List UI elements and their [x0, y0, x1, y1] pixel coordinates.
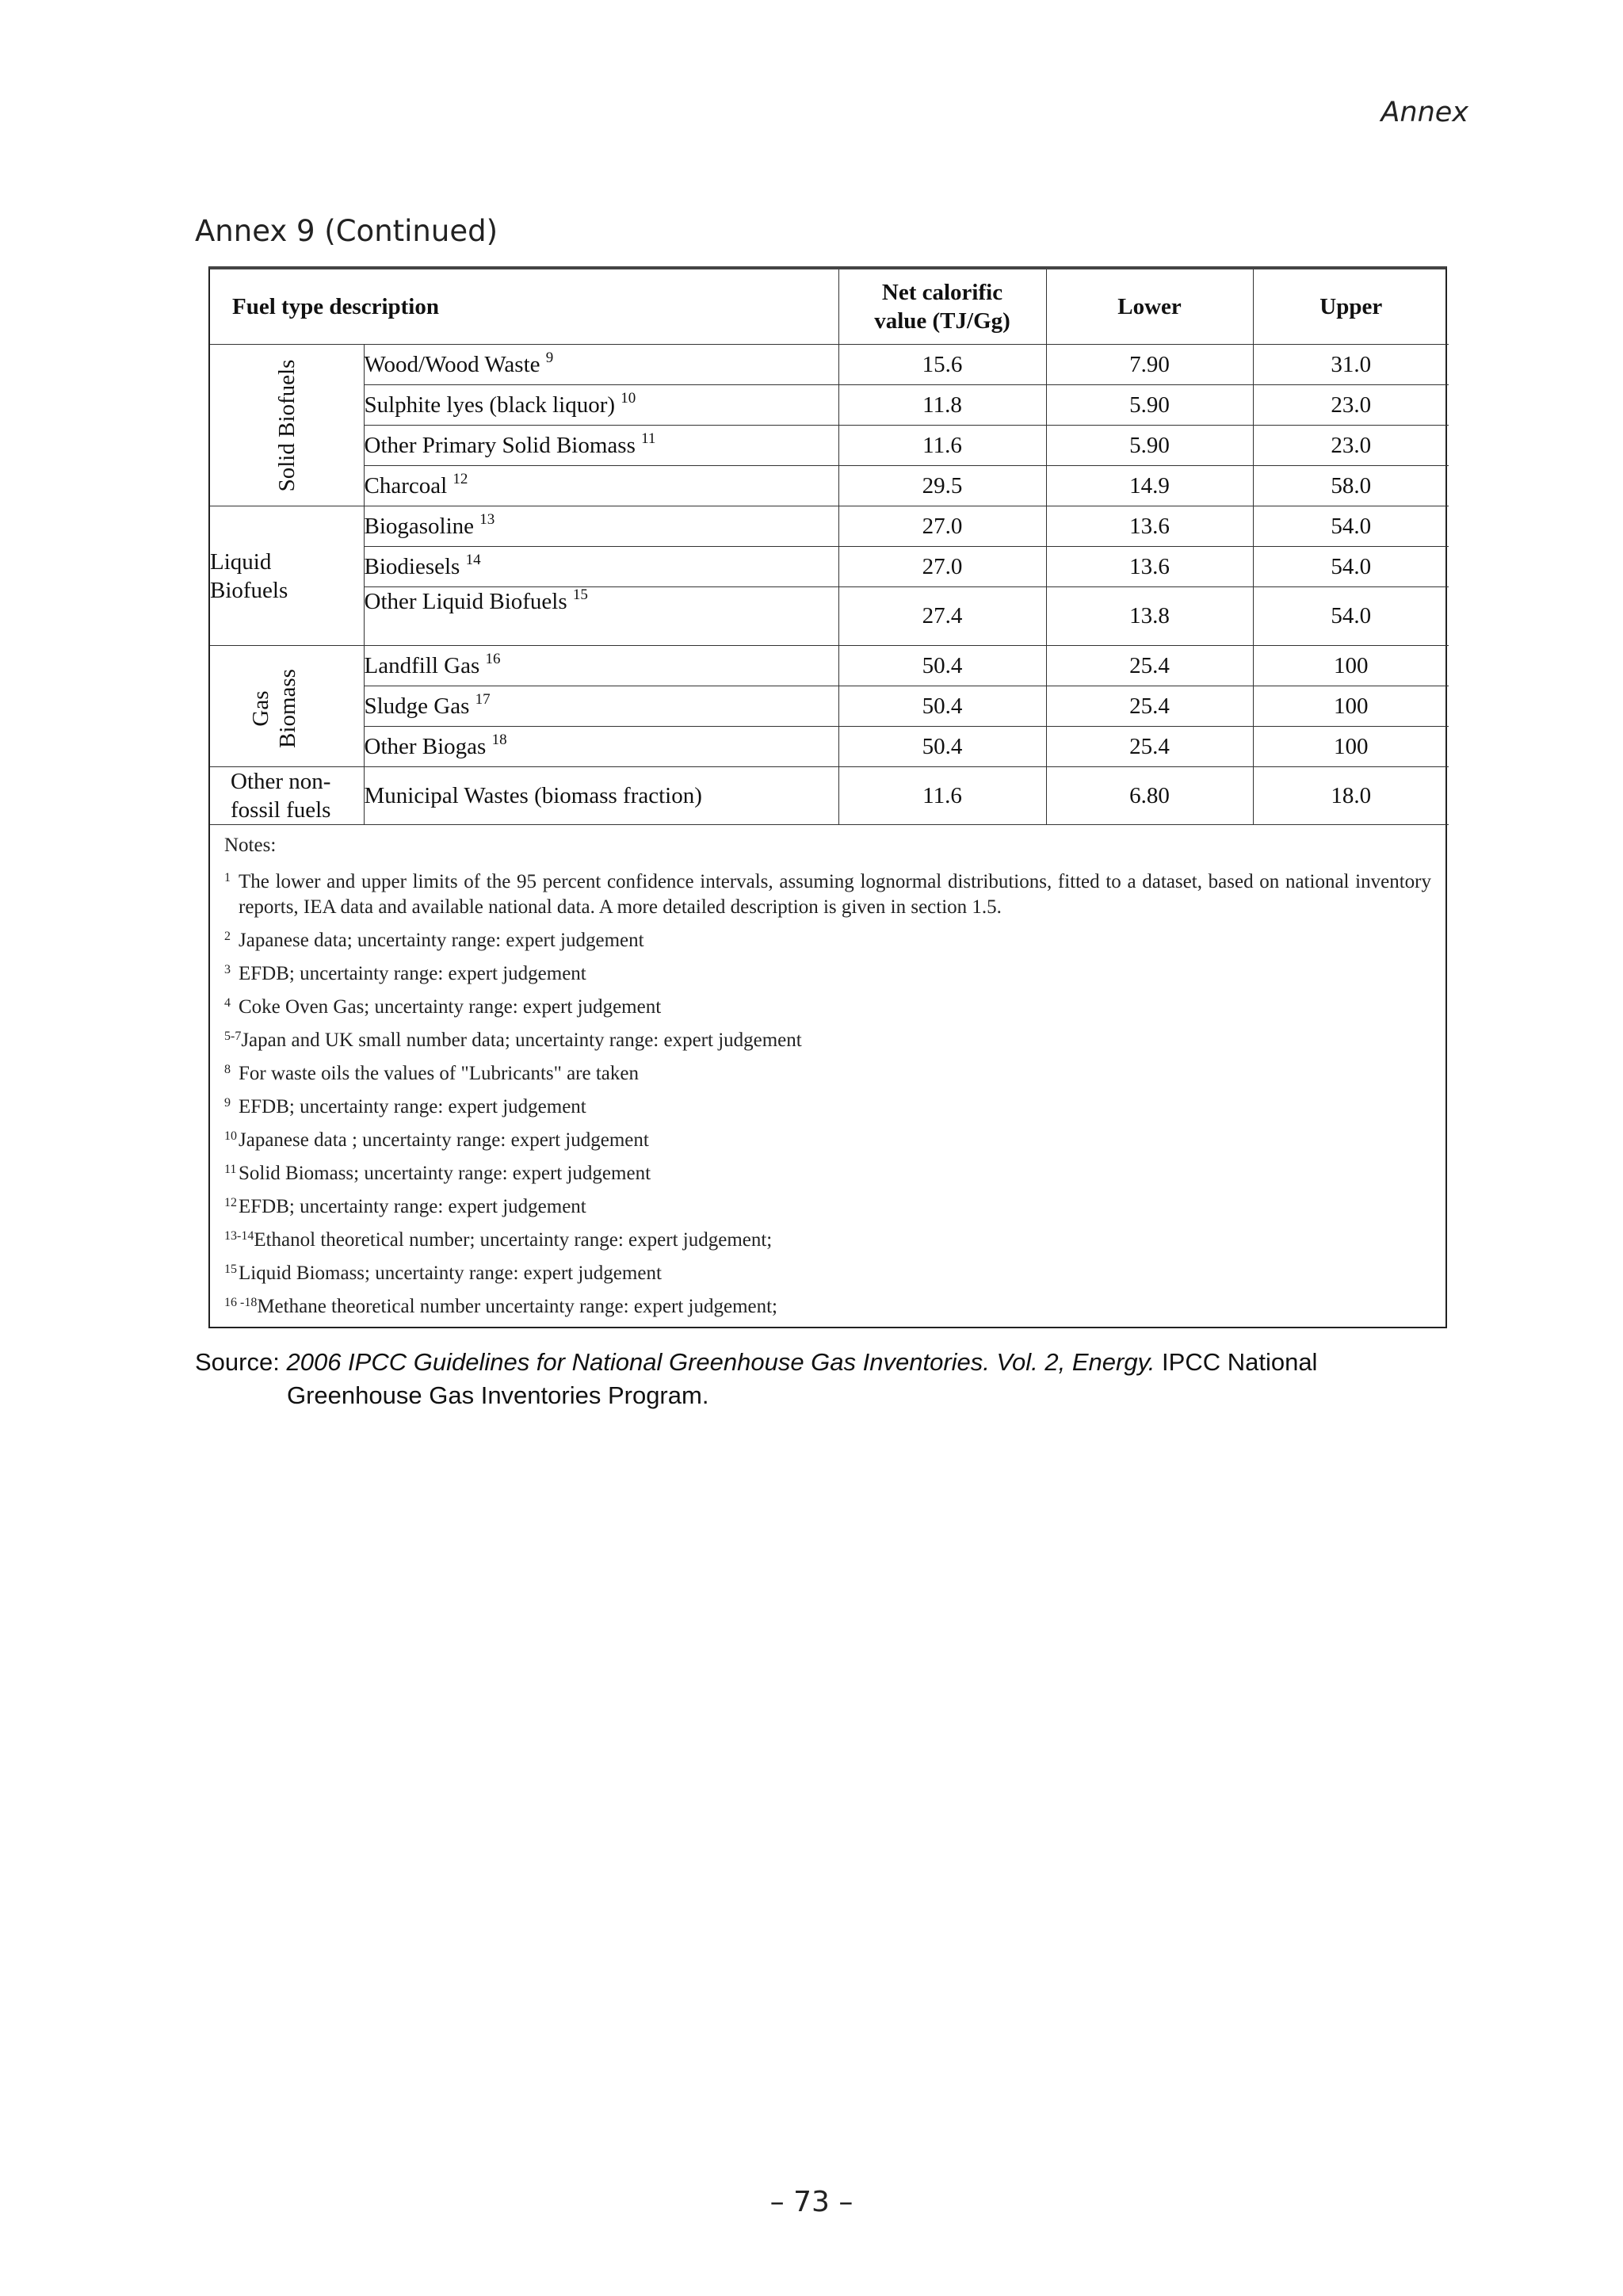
table-row [210, 506, 1449, 547]
row-upper: 100 [1253, 646, 1449, 686]
row-lower: 7.90 [1046, 345, 1253, 385]
row-name: Charcoal $^{12}$ [364, 466, 838, 506]
row-name: Sulphite lyes (black liquor) $^{10}$ [364, 385, 838, 426]
row-lower: 25.4 [1046, 727, 1253, 767]
note-item: 2 Japanese data; uncertainty range: expert judgement [224, 930, 644, 951]
row-name: Sludge Gas $^{17}$ [364, 686, 838, 727]
table-row [210, 426, 1449, 466]
group-gas-line2: Biomass [275, 669, 301, 748]
row-lower: 25.4 [1046, 686, 1253, 727]
header-upper: Upper [1253, 269, 1449, 345]
group-other-non-fossil [210, 767, 364, 825]
row-lower: 13.6 [1046, 506, 1253, 547]
note-item: 10 Japanese data ; uncertainty range: expert judgement [224, 1129, 649, 1151]
row-upper: 100 [1253, 686, 1449, 727]
group-liquid-biofuels [210, 506, 364, 646]
source-publisher-line1: IPCC National [1162, 1348, 1318, 1376]
page-number: – 73 – [769, 2186, 854, 2218]
table-row [210, 686, 1449, 727]
row-lower: 13.8 [1046, 587, 1253, 646]
group-solid-label: Solid Biofuels [273, 359, 300, 491]
note-item: 4 Coke Oven Gas; uncertainty range: expert judgement [224, 996, 662, 1018]
header-fuel-type: Fuel type description [210, 269, 838, 345]
row-name: Municipal Wastes (biomass fraction) [364, 767, 838, 825]
row-upper: 100 [1253, 727, 1449, 767]
source-label: Source: [195, 1348, 280, 1376]
row-ncv: 27.4 [838, 587, 1046, 646]
row-name: Landfill Gas $^{16}$ [364, 646, 838, 686]
group-liquid-line2: Biofuels [210, 577, 288, 603]
table-row [210, 345, 1449, 385]
row-upper: 54.0 [1253, 547, 1449, 587]
row-name: Wood/Wood Waste $^9$ [364, 345, 838, 385]
note-item: 13-14 Ethanol theoretical number; uncertainty range: expert judgement; [224, 1229, 773, 1251]
row-ncv: 50.4 [838, 646, 1046, 686]
table-row [210, 547, 1449, 587]
group-liquid-line1: Liquid [210, 548, 272, 575]
row-lower: 25.4 [1046, 646, 1253, 686]
note-item: 3 EFDB; uncertainty range: expert judgement [224, 963, 586, 984]
row-name: Other Primary Solid Biomass $^{11}$ [364, 426, 838, 466]
note-item: 9 EFDB; uncertainty range: expert judgement [224, 1096, 586, 1117]
table-row [210, 587, 1449, 646]
group-solid-biofuels [210, 345, 364, 506]
row-ncv: 27.0 [838, 547, 1046, 587]
group-gas-biomass [210, 646, 364, 767]
note-item: 11 Solid Biomass; uncertainty range: expert judgement [224, 1163, 651, 1184]
table-header-row [210, 269, 1449, 345]
row-name: Biodiesels $^{14}$ [364, 547, 838, 587]
notes-title: Notes: [224, 835, 277, 856]
note-item: 5-7 Japan and UK small number data; uncertainty range: expert judgement [224, 1030, 802, 1051]
fuel-table-box [208, 266, 1447, 1328]
source-title: 2006 IPCC Guidelines for National Greenhouse Gas Inventories. Vol. 2, Energy. [286, 1348, 1155, 1376]
running-header: Annex [1381, 97, 1468, 128]
row-ncv: 50.4 [838, 727, 1046, 767]
note-item: 12 EFDB; uncertainty range: expert judgement [224, 1196, 586, 1217]
row-lower: 5.90 [1046, 385, 1253, 426]
table-row [210, 646, 1449, 686]
row-upper: 31.0 [1253, 345, 1449, 385]
row-lower: 14.9 [1046, 466, 1253, 506]
header-ncv-line2: value (TJ/Gg) [874, 308, 1010, 334]
table-row [210, 385, 1449, 426]
row-upper: 23.0 [1253, 385, 1449, 426]
row-ncv: 50.4 [838, 686, 1046, 727]
header-ncv-line1: Net calorific [881, 280, 1003, 305]
group-other-line1: Other non- [231, 769, 331, 794]
source-citation [195, 1346, 1463, 1412]
note-item: 15 Liquid Biomass; uncertainty range: expert judgement [224, 1263, 662, 1284]
row-ncv: 11.6 [838, 426, 1046, 466]
row-ncv: 11.6 [838, 767, 1046, 825]
row-ncv: 27.0 [838, 506, 1046, 547]
row-name: Other Liquid Biofuels $^{15}$ [364, 587, 838, 646]
note-item: 8 For waste oils the values of "Lubricants" are taken [224, 1063, 639, 1084]
header-ncv [838, 269, 1046, 345]
note-item: 1 The lower and upper limits of the 95 percent confidence intervals, assuming lognormal distributions, fitted to a dataset, based on national inventory reports, IEA data and available national data. A more detailed description is given in section 1.5. [224, 871, 1431, 918]
group-gas-label [247, 669, 301, 748]
fuel-table [210, 269, 1449, 825]
row-ncv: 29.5 [838, 466, 1046, 506]
note-item: 16 -18 Methane theoretical number uncertainty range: expert judgement; [224, 1296, 778, 1317]
row-name: Biogasoline $^{13}$ [364, 506, 838, 547]
group-other-line2: fossil fuels [231, 797, 331, 823]
table-row [210, 466, 1449, 506]
row-upper: 18.0 [1253, 767, 1449, 825]
table-notes [210, 825, 1445, 1320]
row-lower: 13.6 [1046, 547, 1253, 587]
source-publisher-line2: Greenhouse Gas Inventories Program. [287, 1381, 709, 1409]
row-ncv: 15.6 [838, 345, 1046, 385]
row-upper: 54.0 [1253, 506, 1449, 547]
table-row [210, 767, 1449, 825]
header-lower: Lower [1046, 269, 1253, 345]
row-ncv: 11.8 [838, 385, 1046, 426]
table-row [210, 727, 1449, 767]
row-name: Other Biogas $^{18}$ [364, 727, 838, 767]
annex-heading: Annex 9 (Continued) [195, 214, 498, 248]
group-gas-line1: Gas [248, 690, 274, 727]
row-upper: 54.0 [1253, 587, 1449, 646]
row-upper: 23.0 [1253, 426, 1449, 466]
row-lower: 5.90 [1046, 426, 1253, 466]
row-lower: 6.80 [1046, 767, 1253, 825]
row-upper: 58.0 [1253, 466, 1449, 506]
